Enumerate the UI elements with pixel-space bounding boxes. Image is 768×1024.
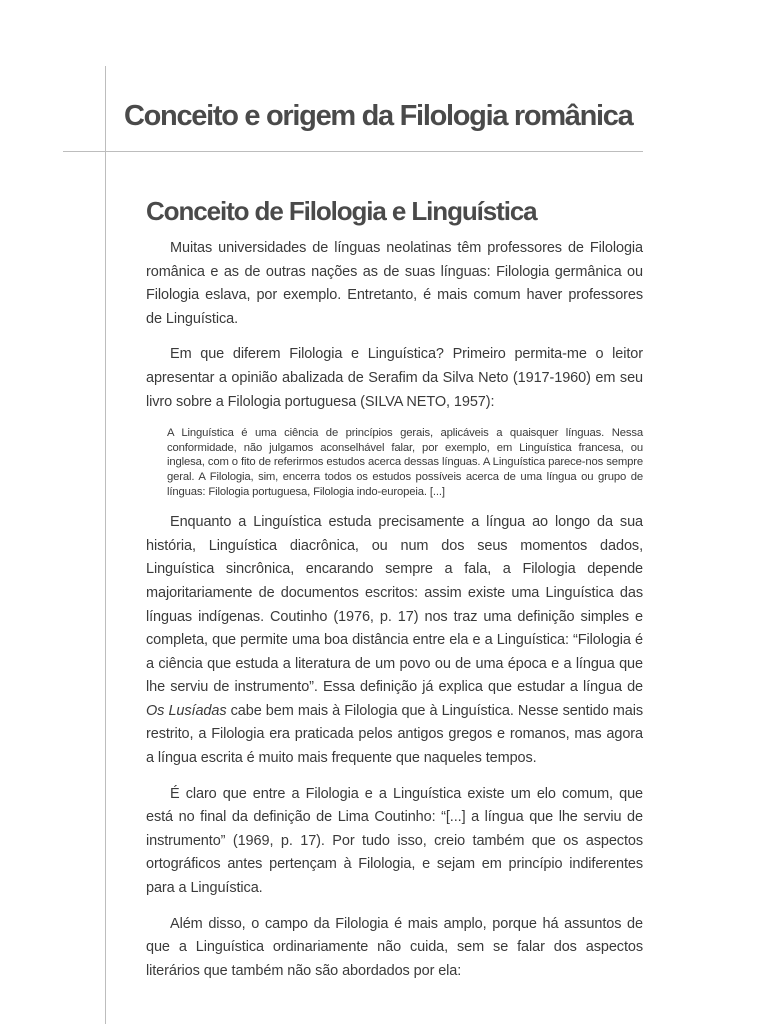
body-text [146, 237, 643, 995]
block-quote: A Linguística é uma ciência de princípios gerais, aplicáveis a quaisquer línguas. Nessa conformidade, não julgamos aconselhável falar, por exemplo, em Linguística francesa, ou inglesa, com o fito de referirmos estudos acerca dessas línguas. A Linguística parece-nos sempre geral. A Filologia, sim, encerra todos os estudos possíveis acerca de uma língua ou grupo de línguas: Filologia portuguesa, Filologia indo-europeia. [...] [167, 427, 643, 498]
margin-vertical-rule [105, 66, 106, 1024]
header-horizontal-rule [63, 151, 643, 152]
paragraph-4: É claro que entre a Filologia e a Linguística existe um elo comum, que está no final da definição de Lima Coutinho: “[...] a língua que lhe serviu de instrumento” (1969, p. 17). Por tudo isso, creio também que os aspectos ortográficos antes pertençam à Filologia, e sejam em princípio indiferentes para a Linguística. [146, 785, 643, 897]
paragraph-3 [146, 511, 643, 771]
paragraph-3-text-a: Enquanto a Linguística estuda precisamente a língua ao longo da sua história, Linguística diacrônica, ou num dos seus momentos dados, Linguística sincrônica, encarando sempre a fala, a Filologia depende majoritariamente de documentos escritos: assim existe uma Linguística das línguas indígenas. Coutinho (1976, p. 17) nos traz uma definição simples e completa, que permite uma boa distância entre ela e a Linguística: “Filologia é a ciência que estuda a literatura de um povo ou de uma época e a língua que lhe serviu de instrumento”. Essa definição já explica que estudar a língua de [146, 514, 643, 696]
section-title: Conceito de Filologia e Linguística [146, 196, 537, 226]
chapter-title: Conceito e origem da Filologia românica [124, 100, 633, 132]
paragraph-3-book-title: Os Lusíadas [146, 702, 227, 719]
paragraph-1: Muitas universidades de línguas neolatinas têm professores de Filologia românica e as de outras nações as de suas línguas: Filologia germânica ou Filologia eslava, por exemplo. Entretanto, é mais comum haver professores de Linguística. [146, 240, 643, 327]
paragraph-5: Além disso, o campo da Filologia é mais amplo, porque há assuntos de que a Linguística ordinariamente não cuida, sem se falar dos aspectos literários que também não são abordados por ela: [146, 915, 643, 979]
paragraph-2: Em que diferem Filologia e Linguística? Primeiro permita-me o leitor apresentar a opinião abalizada de Serafim da Silva Neto (1917-1960) em seu livro sobre a Filologia portuguesa (SILVA NETO, 1957): [146, 346, 643, 410]
paragraph-3-text-b: cabe bem mais à Filologia que à Linguística. Nesse sentido mais restrito, a Filologia era praticada pelos antigos gregos e romanos, mas agora a língua escrita é muito mais frequente que naqueles tempos. [146, 702, 643, 767]
